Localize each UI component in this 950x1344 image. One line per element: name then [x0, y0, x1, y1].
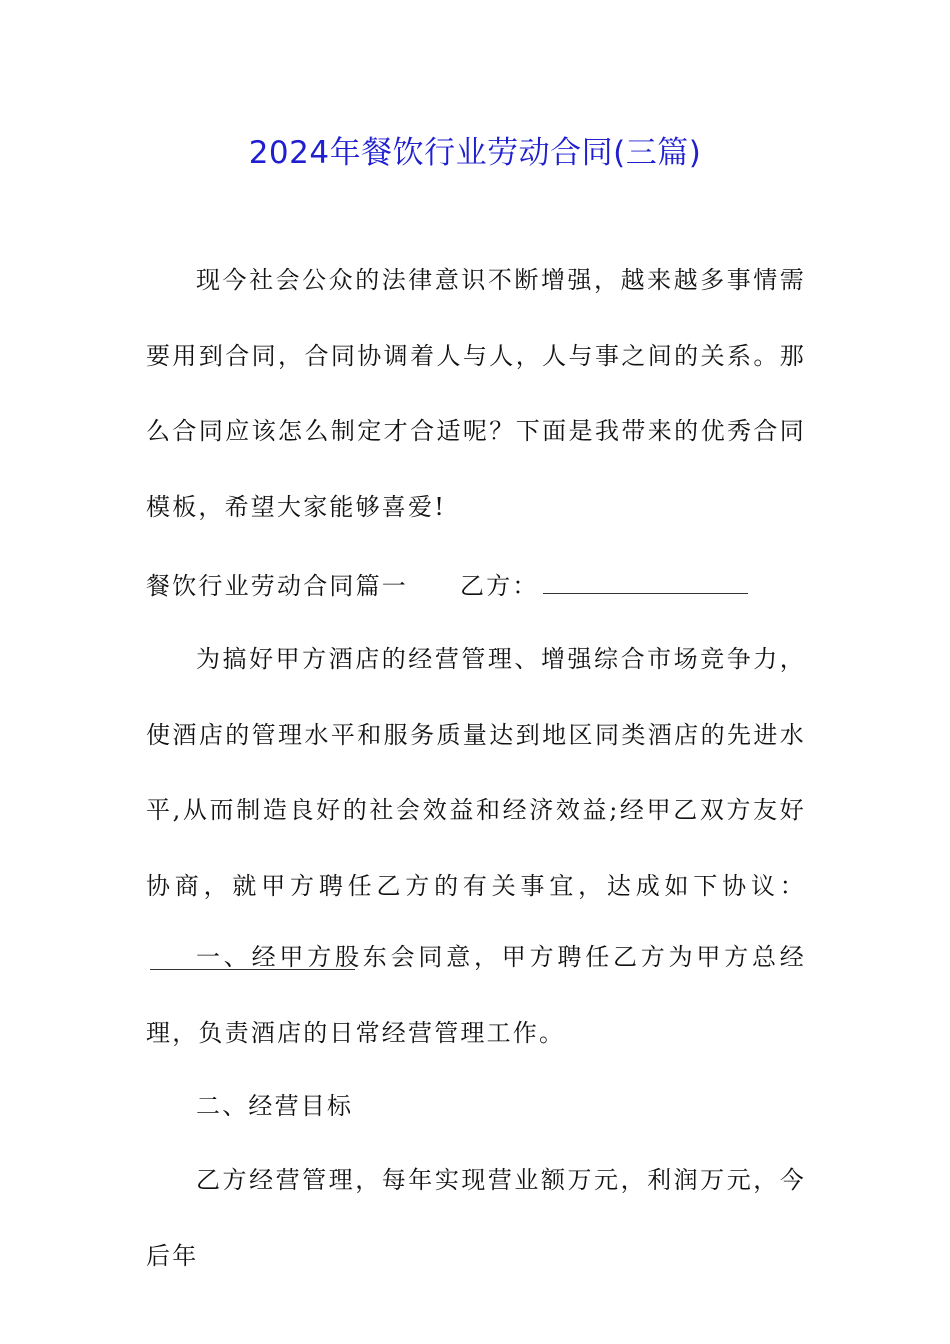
- section-heading: 餐饮行业劳动合同篇一: [146, 572, 408, 600]
- intro-paragraph: 现今社会公众的法律意识不断增强，越来越多事情需要用到合同，合同协调着人与人，人与事之间的关系。那么合同应该怎么制定才合适呢？下面是我带来的优秀合同模板，希望大家能够喜爱!: [146, 266, 806, 522]
- clause-2-heading: 二、经营目标: [196, 1092, 354, 1120]
- clause-1-paragraph: 一、经甲方股东会同意，甲方聘任乙方为甲方总经理，负责酒店的日常经营管理工作。: [146, 943, 806, 1047]
- party-b-blank-line: [543, 573, 748, 594]
- section-heading-line: [146, 566, 826, 606]
- document-title: 2024年餐饮行业劳动合同(三篇): [248, 135, 702, 171]
- purpose-text: 为搞好甲方酒店的经营管理、增强综合市场竞争力，使酒店的管理水平和服务质量达到地区同类酒店的先进水平,从而制造良好的社会效益和经济效益;经甲乙双方友好协商，就甲方聘任乙方的有关事宜，达成如下协议：: [146, 645, 806, 901]
- clause-2-paragraph: 乙方经营管理，每年实现营业额万元，利润万元，今后年: [146, 1166, 806, 1270]
- party-b-label: 乙方：: [460, 572, 539, 600]
